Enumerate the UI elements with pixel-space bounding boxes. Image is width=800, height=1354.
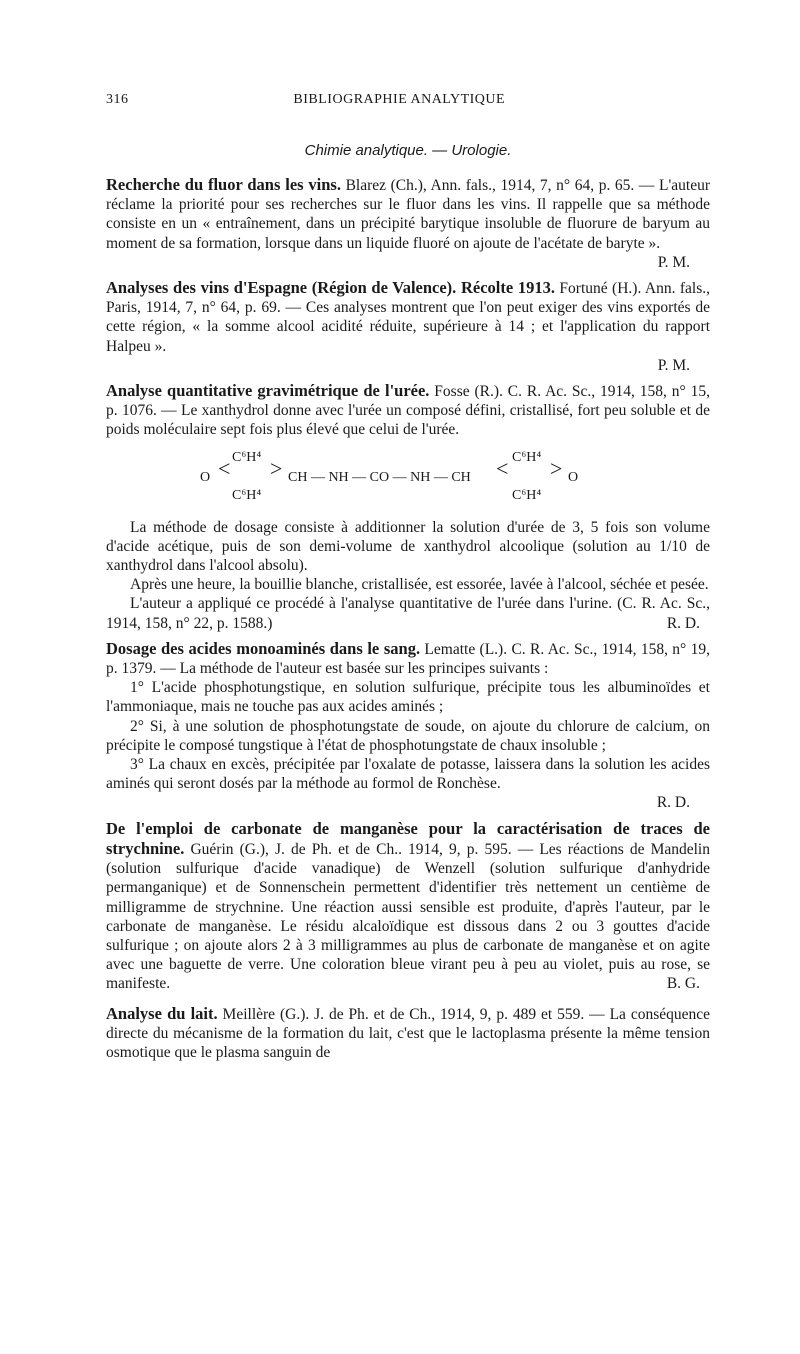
list-item: 3° La chaux en excès, précipitée par l'oxalate de potasse, laissera dans la solution les acides aminés qui seront dosés par la méthode au formol de Ronchèse.	[106, 756, 710, 793]
entry-signature: P. M.	[657, 253, 690, 271]
formula-bracket-right: >	[550, 455, 563, 481]
entry-acides-sang	[106, 639, 710, 813]
entry-body: Lematte (L.). C. R. Ac. Sc., 1914, 158, n° 19, p. 1379. — La méthode de l'auteur est basée sur les principes suivants :	[106, 640, 710, 678]
page-number: 316	[106, 92, 129, 107]
formula-top-left: C⁶H⁴	[232, 449, 262, 465]
entry-body: Fosse (R.). C. R. Ac. Sc., 1914, 158, n° 15, p. 1076. — Le xanthydrol donne avec l'urée un composé défini, cristallisé, fort peu soluble et de poids moléculaire sept fois plus élevé que celui de l'urée.	[106, 383, 710, 439]
formula-o-right: O	[568, 469, 579, 485]
entry-text	[106, 639, 710, 678]
entry-text	[106, 1004, 710, 1063]
entry-strychnine	[106, 819, 710, 994]
formula-bracket-mid-left: >	[270, 455, 283, 481]
entry-title: Dosage des acides monoaminés dans le sang.	[106, 638, 421, 658]
formula-top-right: C⁶H⁴	[512, 449, 542, 465]
formula-bracket-left: <	[218, 455, 231, 481]
list-item: 2° Si, à une solution de phosphotungstate de soude, on ajoute du chlorure de calcium, on précipite le composé tungstique à l'état de phosphotungstate de chaux insoluble ;	[106, 717, 710, 754]
entry-body: Fortuné (H.). Ann. fals., Paris, 1914, 7, n° 64, p. 69. — Ces analyses montrent que l'on peut exiger des vins exportés de cette région, « la somme alcool acidité réduite, supérieure à 14 ; et l'application du rapport Halpeu ».	[106, 280, 710, 355]
entry-paragraph: La méthode de dosage consiste à additionner la solution d'urée de 3, 5 fois son volume d'acide acétique, puis de son demi-volume de xanthydrol alcoolique (solution au 1/10 de xanthydrol dans l'alcool absolu).	[106, 518, 710, 575]
entry-signature: R. D.	[656, 794, 690, 812]
entry-title: Analyses des vins d'Espagne (Région de Valence). Récolte 1913.	[106, 278, 555, 298]
formula-bracket-mid-right: <	[496, 455, 509, 481]
entry-body: Blarez (Ch.), Ann. fals., 1914, 7, n° 64, p. 65. — L'auteur réclame la priorité pour ses recherches sur le fluor dans les vins. Il rappelle que sa méthode consiste en un « entraînement, dans un précipité barytique insoluble de fluorure de baryum au moment de sa formation, lorsque dans un liquide fluoré on ajoute de l'acétate de baryte ».	[106, 177, 710, 252]
entry-fluor	[106, 175, 710, 272]
formula-bottom-right: C⁶H⁴	[512, 487, 542, 503]
running-title: BIBLIOGRAPHIE ANALYTIQUE	[293, 92, 506, 107]
entry-lait	[106, 1004, 710, 1063]
entry-paragraph	[106, 594, 710, 632]
list-item: 1° L'acide phosphotungstique, en solution sulfurique, précipite tous les albuminoïdes et l'ammoniaque, mais ne touche pas aux acides aminés ;	[106, 679, 710, 716]
entry-signature: R. D.	[666, 614, 700, 632]
entry-signature: P. M.	[657, 356, 690, 374]
entry-text	[106, 278, 710, 356]
entry-uree	[106, 381, 710, 633]
entry-text	[106, 175, 710, 253]
page-header	[106, 92, 710, 114]
formula-o-left: O	[200, 469, 211, 485]
entry-paragraph-text: L'auteur a appliqué ce procédé à l'analyse quantitative de l'urée dans l'urine. (C. R. Ac. Sc., 1914, 158, n° 22, p. 1588.)	[106, 595, 710, 632]
chemical-formula	[106, 444, 710, 514]
entry-title: Analyse quantitative gravimétrique de l'urée.	[106, 381, 430, 401]
entry-paragraph: Après une heure, la bouillie blanche, cristallisée, est essorée, lavée à l'alcool, séchée et pesée.	[130, 576, 709, 594]
formula-bottom-left: C⁶H⁴	[232, 487, 262, 503]
entry-body: Meillère (G.). J. de Ph. et de Ch., 1914, 9, p. 489 et 559. — La conséquence directe du mécanisme de la formation du lait, c'est que le lactoplasma présente la même tension osmotique que le plasma sanguin de	[106, 1005, 711, 1061]
entry-title: De l'emploi de carbonate de manganèse pour la caractérisation de traces de strychnine.	[106, 818, 710, 858]
entry-text	[106, 381, 710, 440]
page	[106, 92, 710, 1062]
entry-title: Recherche du fluor dans les vins.	[106, 175, 341, 194]
formula-middle: CH — NH — CO — NH — CH	[288, 469, 471, 485]
entry-vins-espagne	[106, 278, 710, 375]
entry-text	[106, 819, 710, 994]
entry-title: Analyse du lait.	[106, 1003, 218, 1023]
section-title: Chimie analytique. — Urologie.	[304, 142, 512, 159]
entry-signature: B. G.	[666, 975, 700, 993]
entry-body: Guérin (G.), J. de Ph. et de Ch.. 1914, 9, p. 595. — Les réactions de Mandelin (solution sulfurique d'acide vanadique) de Wenzell (solution sulfurique d'anhydride permanganique) et de Sonnenschein permettent d'identifier très nettement un centième de milligramme de strychnine. Une réaction aussi sensible est produite, d'après l'auteur, par le carbonate de manganèse. Le résidu alcaloïdique est dissous dans 2 ou 3 gouttes d'acide sulfurique ; on ajoute alors 2 à 3 milligrammes au plus de carbonate de manganèse et on agite avec une baguette de verre. Une coloration bleue virant peu à peu au violet, puis au rose, se manifeste.	[106, 840, 710, 993]
